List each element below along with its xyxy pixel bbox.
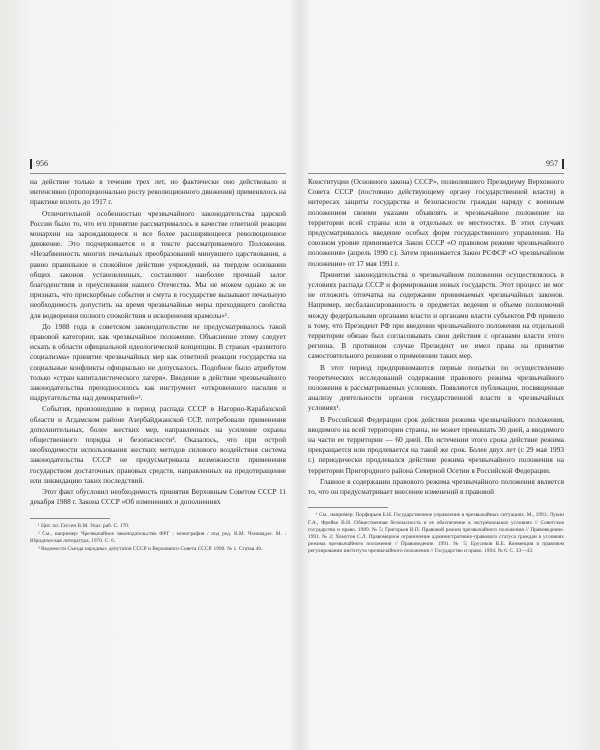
page-number: 957 <box>546 159 558 168</box>
left-footnotes <box>30 523 286 554</box>
left-page-header <box>30 158 286 170</box>
footnote-rule <box>308 507 388 508</box>
footnote: ¹ См., например: Порфирьев Б.Н. Государственное управление в чрезвычайных ситуациях. М., 1991; Лукин Г.А., Фрейко В.Н. Общественная безопасность и ее обеспечение в экстремальных условиях // Советское государство и право. 1989. № 5; Григорьев В.П. Правовой режим чрезвычайного положения // Правоведение. 1991. № 2; Хомутов С.Л. Правомерное ограничение административно-правового статуса граждан в условиях режима чрезвычайного положения // Правоведение. 1991. № 5; Ерусиков В.Е. Конвенция в правовом регулировании института чрезвычайного положения // Государство и право. 1994. № 6. С. 33—43. <box>308 512 564 555</box>
right-footnotes <box>308 512 564 555</box>
header-rule <box>308 173 564 174</box>
paragraph: Главное в содержании правового режима чрезвычайного положения является то, что он предусматривает внесение изменений в правовой <box>308 476 564 497</box>
footnote: ³ Ведомости Съезда народных депутатов СССР и Верховного Совета СССР. 1990. № 1. Статья 40. <box>38 546 263 553</box>
paragraph: Конституции (Основного закона) СССР», позволившего Президиуму Верховного Совета СССР (постоянно действующему органу государственной власти) в интересах защиты государства и безопасности граждан наряду с военным положением своими указами объявлять и чрезвычайное положение на территории всей страны или в отдельных ее местностях. В этих случаях предусматривалось введение особых форм государственного управления. На союзном уровне принимается Закон СССР «О правовом режиме чрезвычайного положения» (апрель 1990 г.). Затем принимается Закон РСФСР «О чрезвычайном положении» от 17 мая 1991 г. <box>308 177 564 268</box>
footnote: ¹ Цит. по: Гессен В.М. Указ. раб. С. 170. <box>38 522 130 529</box>
paragraph: Принятие законодательства о чрезвычайном положении осуществлялось в условиях распада СССР и формирования новых государств. Этот процесс не мог не отложить отпечатка на содержание принимаемых чрезвычайных законов. Например, несбалансированность в предметах ведения и объеме полномочий между федеральными органами власти и органами власти субъектов РФ привело к тому, что Президент РФ при введении чрезвычайного положения на отдельной территории обязан был согласовывать свои действия с органами власти этого региона. В противном случае Президент не имел права на принятие самостоятельного решения о применении таких мер. <box>308 269 564 361</box>
right-page <box>308 158 564 556</box>
paragraph: События, произошедшие в период распада СССР в Нагорно-Карабахской области и Агдамском районе Азербайджанской ССР, потребовали применения дополнительных, более жестких мер, направленных на усиление охраны общественного порядка и безопасности³. Оказалось, что при острой необходимости использования жестких методов силового воздействия система законодательства СССР не предусматривала возможности применения государством достаточных правовых средств, направленных на предотвращение или ликвидацию таких последствий. <box>30 404 286 485</box>
paragraph: на действие только в течение трех лет, но фактически оно действовало и интенсивно (пропорционально росту революционного движения) применялось на практике вплоть до 1917 г. <box>30 177 286 207</box>
paragraph: В Российской Федерации срок действия режима чрезвычайного положения, вводимого на всей территории страны, не может превышать 30 дней, а вводимого на части ее территории — 60 дней. По истечении этого срока действие режима прекращается или продлевается на такой же срок. Более двух лет (с 29 мая 1993 г.) периодически продлевался действие режима чрезвычайного положения на территории Пригородного района Северной Осетии в Российской Федерации. <box>308 414 564 475</box>
paragraph: До 1988 года в советском законодательстве не предусматривалось такой правовой категории, как чрезвычайное положение. Объяснение этому следует искать в области официальной идеологической концепции. В странах «развитого социализма» принятие чрезвычайных мер как ответной реакции государства на социальные конфликты официально не допускалось. Подобное было атрибутом только «стран капиталистического лагеря». Введение в действие чрезвычайного законодательства преподносилось как инструмент «откровенного насилия и надругательства над демократией»². <box>30 321 286 403</box>
page-number: 956 <box>36 159 48 168</box>
right-page-header <box>308 158 564 170</box>
page-marker-bar <box>30 159 32 169</box>
right-page-body <box>308 177 564 497</box>
paragraph: В этот период предпринимаются первые попытки по осуществлению теоретических исследований содержания правового режима чрезвычайного положения в рассматриваемых условиях. Появляются публикации, посвященные анализу деятельности органов государственной власти в чрезвычайных условиях¹. <box>308 362 564 413</box>
page-marker-bar <box>562 159 564 169</box>
left-page-body <box>30 177 286 508</box>
header-rule <box>30 173 286 174</box>
footnote: ² См., например: Чрезвычайное законодательство ФРГ : монография / под ред. В.М. Чхиквадзе. М. : Юридическая литература, 1970. С. 6. <box>30 530 286 544</box>
left-page <box>30 158 286 553</box>
paragraph: Этот факт обусловил необходимость принятия Верховным Советом СССР 11 декабря 1988 г. Закона СССР «Об изменениях и дополнениях <box>30 487 286 507</box>
footnote-rule <box>30 518 110 519</box>
paragraph: Отличительной особенностью чрезвычайного законодательства царской России было то, что его принятие рассматривалось в качестве ответной реакции монархии на зарождающееся и все более расширяющееся революционное движение. Это подчеркивается и в тексте рассматриваемого Положения. «Незабвенность многих печальных преобразований минувшего царствования, а равно правильное и спокойное действие учреждений, на твердом основании общих законов установленных, составляют наиболее прочный залог благоденствия и преуспевания нашего Отечества. Мы не можем однако ж не признать, что прискорбные события и смута в государстве вызывают печальную необходимость допустить на время чрезвычайные меры преходящего свойства для водворения полного спокойствия и искоренения крамолы»¹. <box>30 208 286 320</box>
